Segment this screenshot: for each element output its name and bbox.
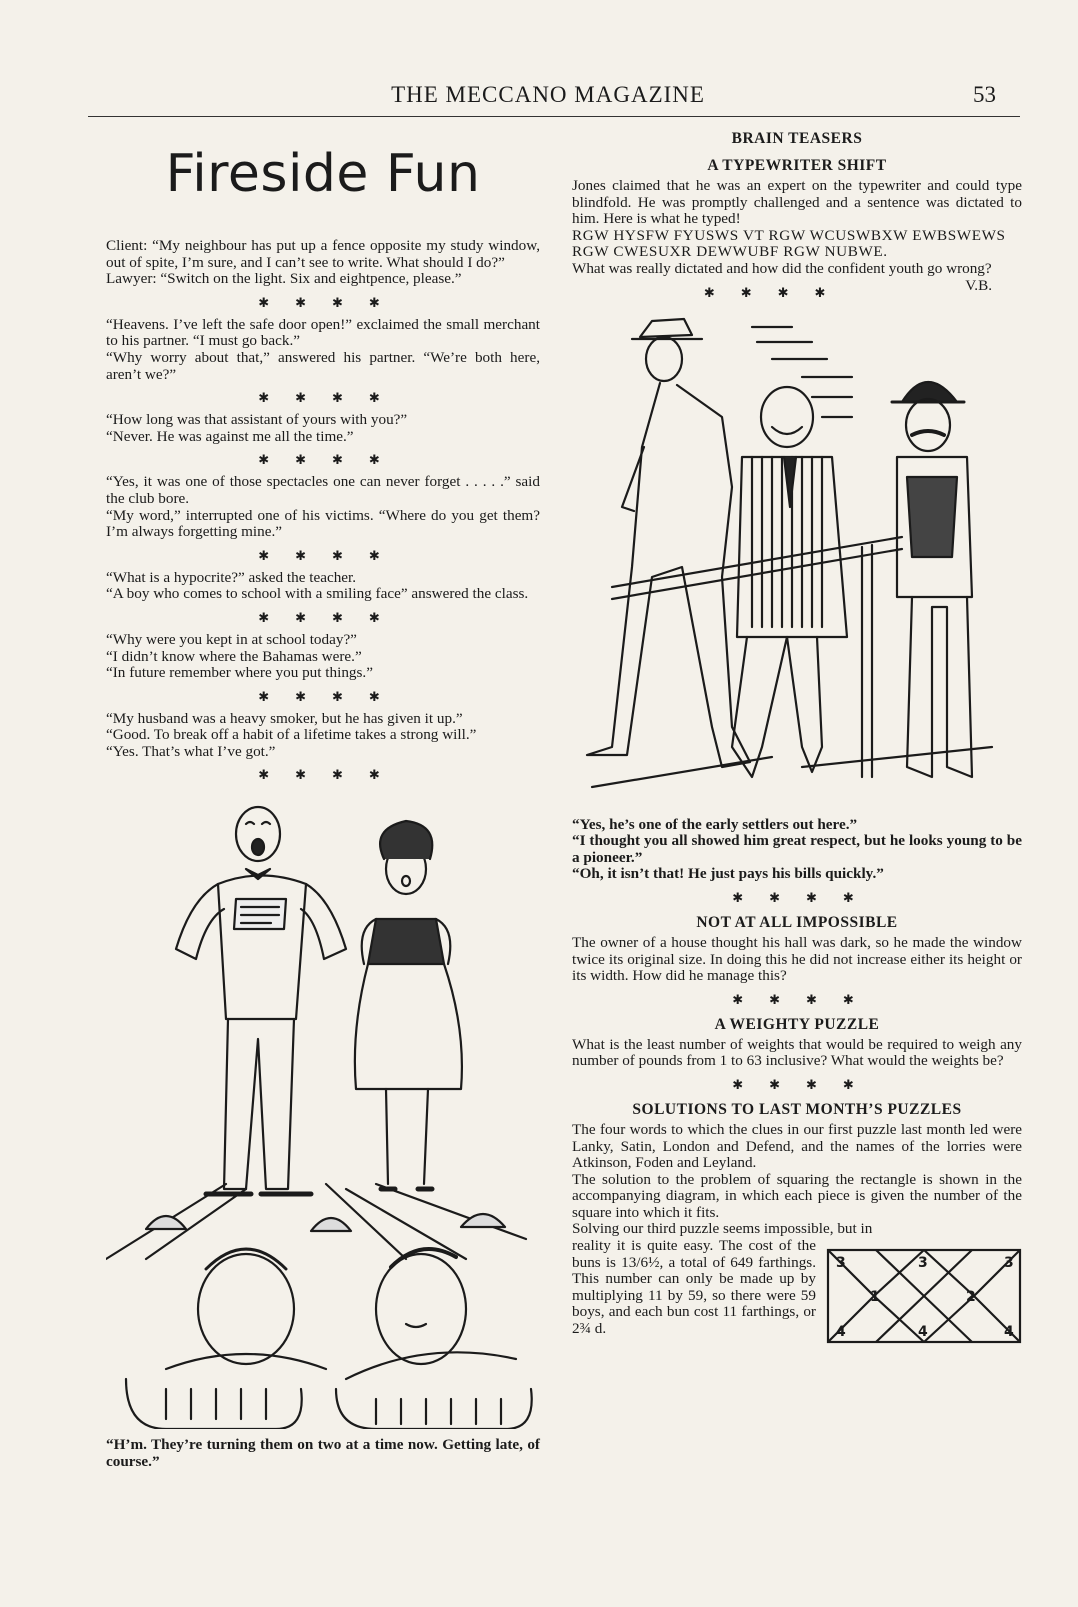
- star-divider: ✱✱✱✱: [258, 294, 406, 310]
- joke-line: “Good. To break off a habit of a lifetime takes a strong will.”: [106, 726, 477, 744]
- diagram-label: 3: [836, 1255, 846, 1272]
- joke-line: Lawyer: “Switch on the light. Six and eightpence, please.”: [106, 270, 462, 288]
- caption-text: “H’m. They’re turning them on two at a time now. Getting late, of course.”: [106, 1436, 540, 1471]
- joke-line: “Yes. That’s what I’ve got.”: [106, 742, 276, 760]
- joke-4: [106, 474, 540, 540]
- star-divider: ✱✱✱✱: [703, 284, 852, 300]
- puzzle-title: A WEIGHTY PUZZLE: [714, 1015, 880, 1033]
- star-divider: ✱✱✱✱: [258, 609, 406, 625]
- section-title: BRAIN TEASERS: [731, 130, 863, 147]
- joke-7: [106, 711, 540, 761]
- left-column: [106, 130, 540, 1471]
- page-number: 53: [973, 82, 996, 107]
- right-column: [572, 130, 1022, 1344]
- star-divider: ✱✱✱✱: [258, 452, 406, 468]
- puzzle-title: A TYPEWRITER SHIFT: [707, 157, 887, 174]
- star-divider: ✱✱✱✱: [258, 767, 406, 783]
- caption-line: “I thought you all showed him great respect, but he looks young to be a pioneer.”: [572, 832, 1022, 866]
- cartoon-caption: [106, 1437, 540, 1470]
- singers-cartoon: [106, 789, 540, 1429]
- star-divider: ✱✱✱✱: [732, 1076, 880, 1092]
- joke-1: [106, 238, 540, 288]
- solution-paragraph: Solving our third puzzle seems impossible, but in: [572, 1220, 873, 1238]
- header-rule: [88, 116, 1020, 117]
- joke-line: “My word,” interrupted one of his victims. “Where do you get them? I’m always forgetting mine.”: [106, 506, 540, 541]
- joke-6: [106, 632, 540, 682]
- puzzle-question: [572, 259, 1022, 294]
- question-text: What was really dictated and how did the confident youth go wrong?: [572, 259, 992, 277]
- joke-line: “Never. He was against me all the time.”: [106, 427, 354, 445]
- puzzle-text: The owner of a house thought his hall was dark, so he made the window twice its original size. In doing this he did not increase either its height or its width. How did he manage this?: [572, 933, 1022, 985]
- puzzle-intro: Jones claimed that he was an expert on the typewriter and could type blindfold. He was promptly challenged and a sentence was dictated to him. Here is what he typed!: [572, 177, 1022, 228]
- solution-paragraph: The solution to the problem of squaring the rectangle is shown in the accompanying diagram, in which each piece is given the number of the square into which it fits.: [572, 1170, 1022, 1221]
- joke-line: “My husband was a heavy smoker, but he has given it up.”: [106, 709, 463, 727]
- star-divider: ✱✱✱✱: [258, 688, 406, 704]
- cipher-text: RGW HYSFW FYUSWS VT RGW WCUSWBXW EWBSWEWS RGW CWESUXR DEWWUBF RGW NUBWE.: [572, 226, 1006, 261]
- page-title: Fireside Fun: [165, 144, 481, 204]
- star-divider: ✱✱✱✱: [258, 390, 406, 406]
- running-header: [88, 82, 1008, 112]
- joke-line: “I didn’t know where the Bahamas were.”: [106, 647, 362, 665]
- diagram-label: 3: [1004, 1255, 1014, 1272]
- rectangle-diagram: [826, 1248, 1022, 1344]
- settlers-caption: [572, 817, 1022, 883]
- settlers-cartoon: [572, 307, 1012, 807]
- diagram-label: 4: [918, 1324, 928, 1341]
- solutions-title: SOLUTIONS TO LAST MONTH’S PUZZLES: [632, 1100, 962, 1118]
- diagram-label: 4: [836, 1324, 846, 1341]
- diagram-label: 1: [870, 1289, 880, 1306]
- joke-line: “Why worry about that,” answered his partner. “We’re both here, aren’t we?”: [106, 348, 540, 383]
- solution-paragraph: reality it is quite easy. The cost of the buns is 13/6½, a total of 649 farthings. This number can only be made up by multiplying 11 by 59, so there were 59 boys, and each bun cost 11 farthings, or 2¾ d.: [572, 1237, 816, 1338]
- joke-line: “Why were you kept in at school today?”: [106, 630, 357, 648]
- star-divider: ✱✱✱✱: [732, 991, 880, 1007]
- star-divider: ✱✱✱✱: [732, 889, 880, 905]
- puzzle-title: NOT AT ALL IMPOSSIBLE: [696, 913, 898, 931]
- magazine-title: THE MECCANO MAGAZINE: [391, 82, 705, 107]
- caption-line: “Oh, it isn’t that! He just pays his bills quickly.”: [572, 865, 884, 883]
- puzzle-text: What is the least number of weights that would be required to weigh any number of pounds from 1 to 63 inclusive? What would the weights be?: [572, 1035, 1022, 1070]
- joke-2: [106, 317, 540, 383]
- joke-line: “A boy who comes to school with a smiling face” answered the class.: [106, 585, 529, 603]
- joke-line: “What is a hypocrite?” asked the teacher.: [106, 568, 357, 586]
- diagram-label: 4: [1004, 1324, 1014, 1341]
- joke-line: Client: “My neighbour has put up a fence opposite my study window, out of spite, I’m sure, and I can’t see to write. What should I do?”: [106, 237, 540, 271]
- solution-paragraph: The four words to which the clues in our first puzzle last month led were Lanky, Satin, London and Defend, and the names of the lorries were Atkinson, Foden and Leyland.: [572, 1120, 1022, 1172]
- joke-line: “Yes, it was one of those spectacles one can never forget . . . . .” said the club bore.: [106, 473, 540, 507]
- diagram-label: 2: [966, 1289, 976, 1306]
- joke-line: “How long was that assistant of yours with you?”: [106, 411, 408, 429]
- joke-3: [106, 412, 540, 445]
- joke-5: [106, 570, 540, 603]
- joke-line: “In future remember where you put things.”: [106, 664, 373, 682]
- star-divider: ✱✱✱✱: [258, 547, 406, 563]
- joke-line: “Heavens. I’ve left the safe door open!” exclaimed the small merchant to his partner. “I must go back.”: [106, 315, 540, 350]
- caption-line: “Yes, he’s one of the early settlers out here.”: [572, 815, 858, 833]
- diagram-label: 3: [918, 1255, 928, 1272]
- author-initials: V.B.: [965, 276, 992, 294]
